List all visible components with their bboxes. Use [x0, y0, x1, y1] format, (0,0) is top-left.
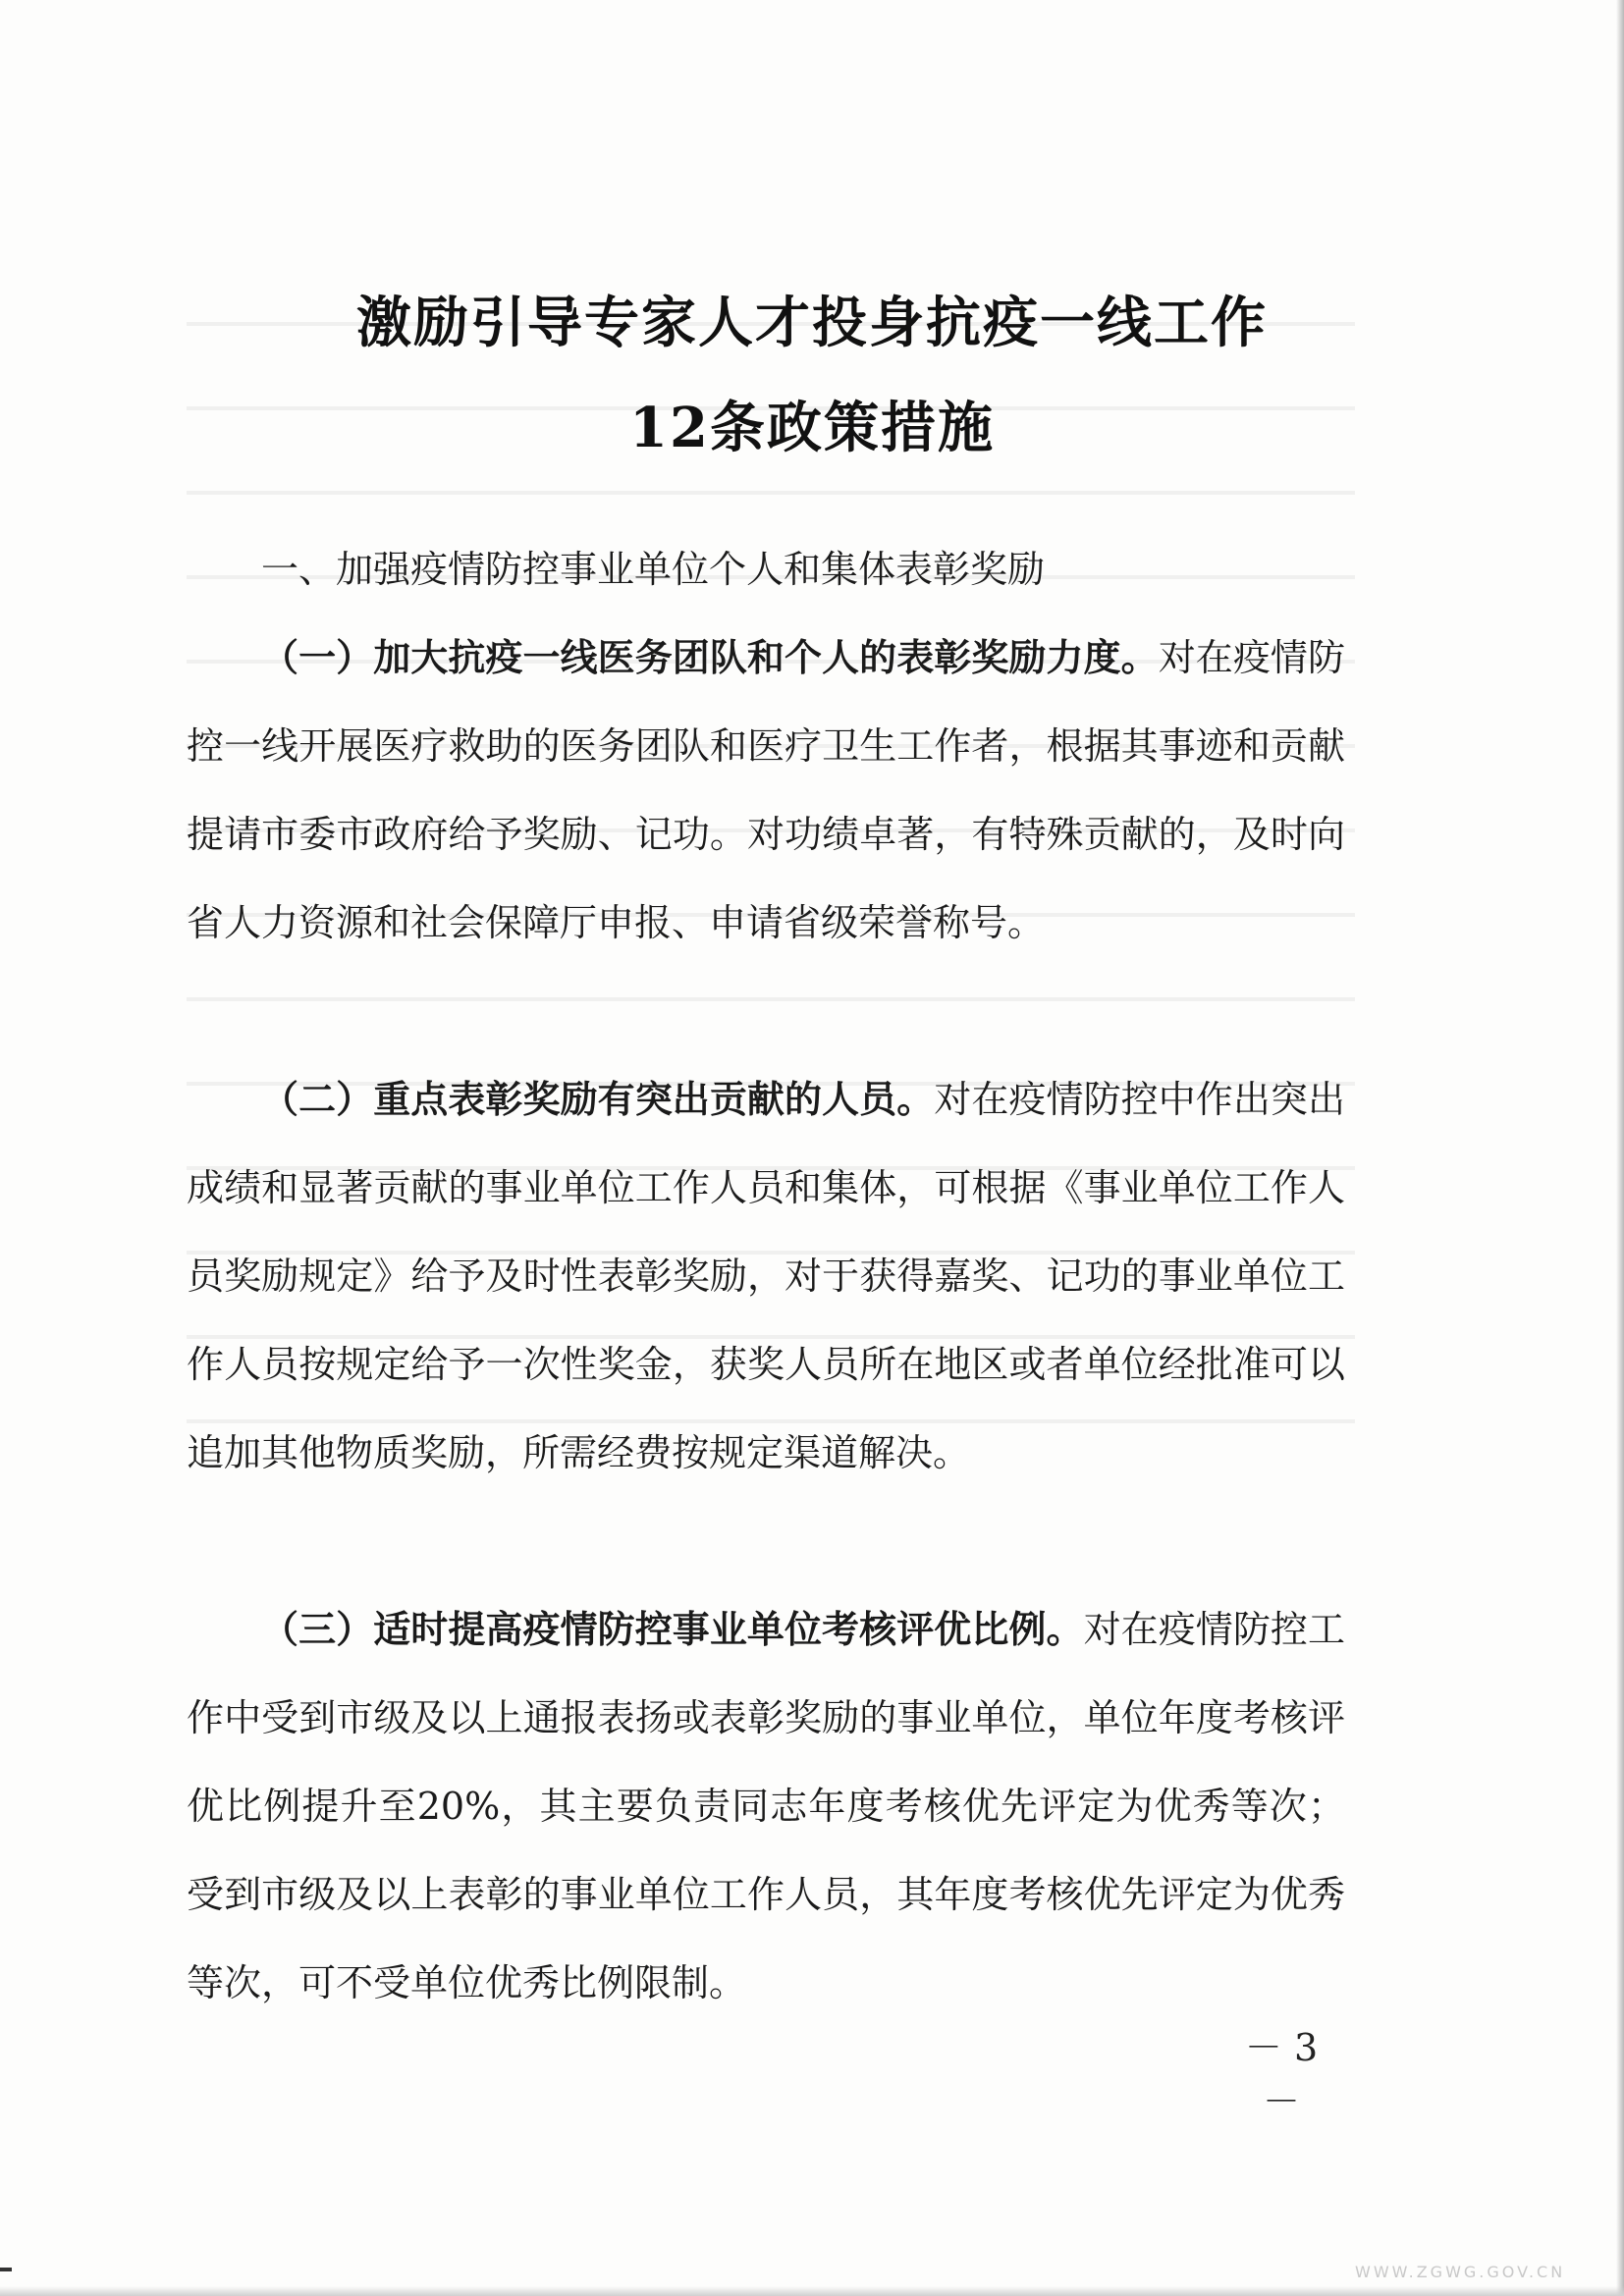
scan-edge-bottom	[0, 2286, 1624, 2296]
document-title-line-2: 12条政策措施	[629, 396, 995, 460]
paragraph-1-text: 对在疫情防控一线开展医疗救助的医务团队和医疗卫生工作者，根据其事迹和贡献提请市委市政府给予奖励、记功。对功绩卓著，有特殊贡献的，及时向省人力资源和社会保障厅申报、申请省级荣誉称号。	[187, 636, 1345, 944]
paragraph-3-lead: （三）适时提高疫情防控事业单位考核评优比例。	[261, 1607, 1084, 1651]
document-title-line-1: 激励引导专家人才投身抗疫一线工作	[356, 291, 1268, 355]
paragraph-1-lead: （一）加大抗疫一线医务团队和个人的表彰奖励力度。	[261, 635, 1159, 679]
page-number: － 3 －	[1244, 2026, 1319, 2123]
paragraph-3	[187, 1585, 1345, 2027]
site-watermark: WWW.ZGWG.GOV.CN	[1355, 2263, 1566, 2281]
scan-edge-right	[1616, 0, 1624, 2296]
paragraph-1	[187, 614, 1345, 967]
section-heading: 一、加强疫情防控事业单位个人和集体表彰奖励	[261, 548, 1046, 591]
paragraph-2	[187, 1055, 1345, 1497]
paragraph-3-text: 对在疫情防控工作中受到市级及以上通报表扬或表彰奖励的事业单位，单位年度考核评优比例提升至20%，其主要负责同志年度考核优先评定为优秀等次；受到市级及以上表彰的事业单位工作人员，其年度考核优先评定为优秀等次，可不受单位优秀比例限制。	[187, 1608, 1345, 2004]
scan-mark	[0, 2268, 12, 2271]
paragraph-2-text: 对在疫情防控中作出突出成绩和显著贡献的事业单位工作人员和集体，可根据《事业单位工作人员奖励规定》给予及时性表彰奖励，对于获得嘉奖、记功的事业单位工作人员按规定给予一次性奖金，获奖人员所在地区或者单位经批准可以追加其他物质奖励，所需经费按规定渠道解决。	[187, 1078, 1345, 1474]
paragraph-2-lead: （二）重点表彰奖励有突出贡献的人员。	[261, 1077, 935, 1121]
